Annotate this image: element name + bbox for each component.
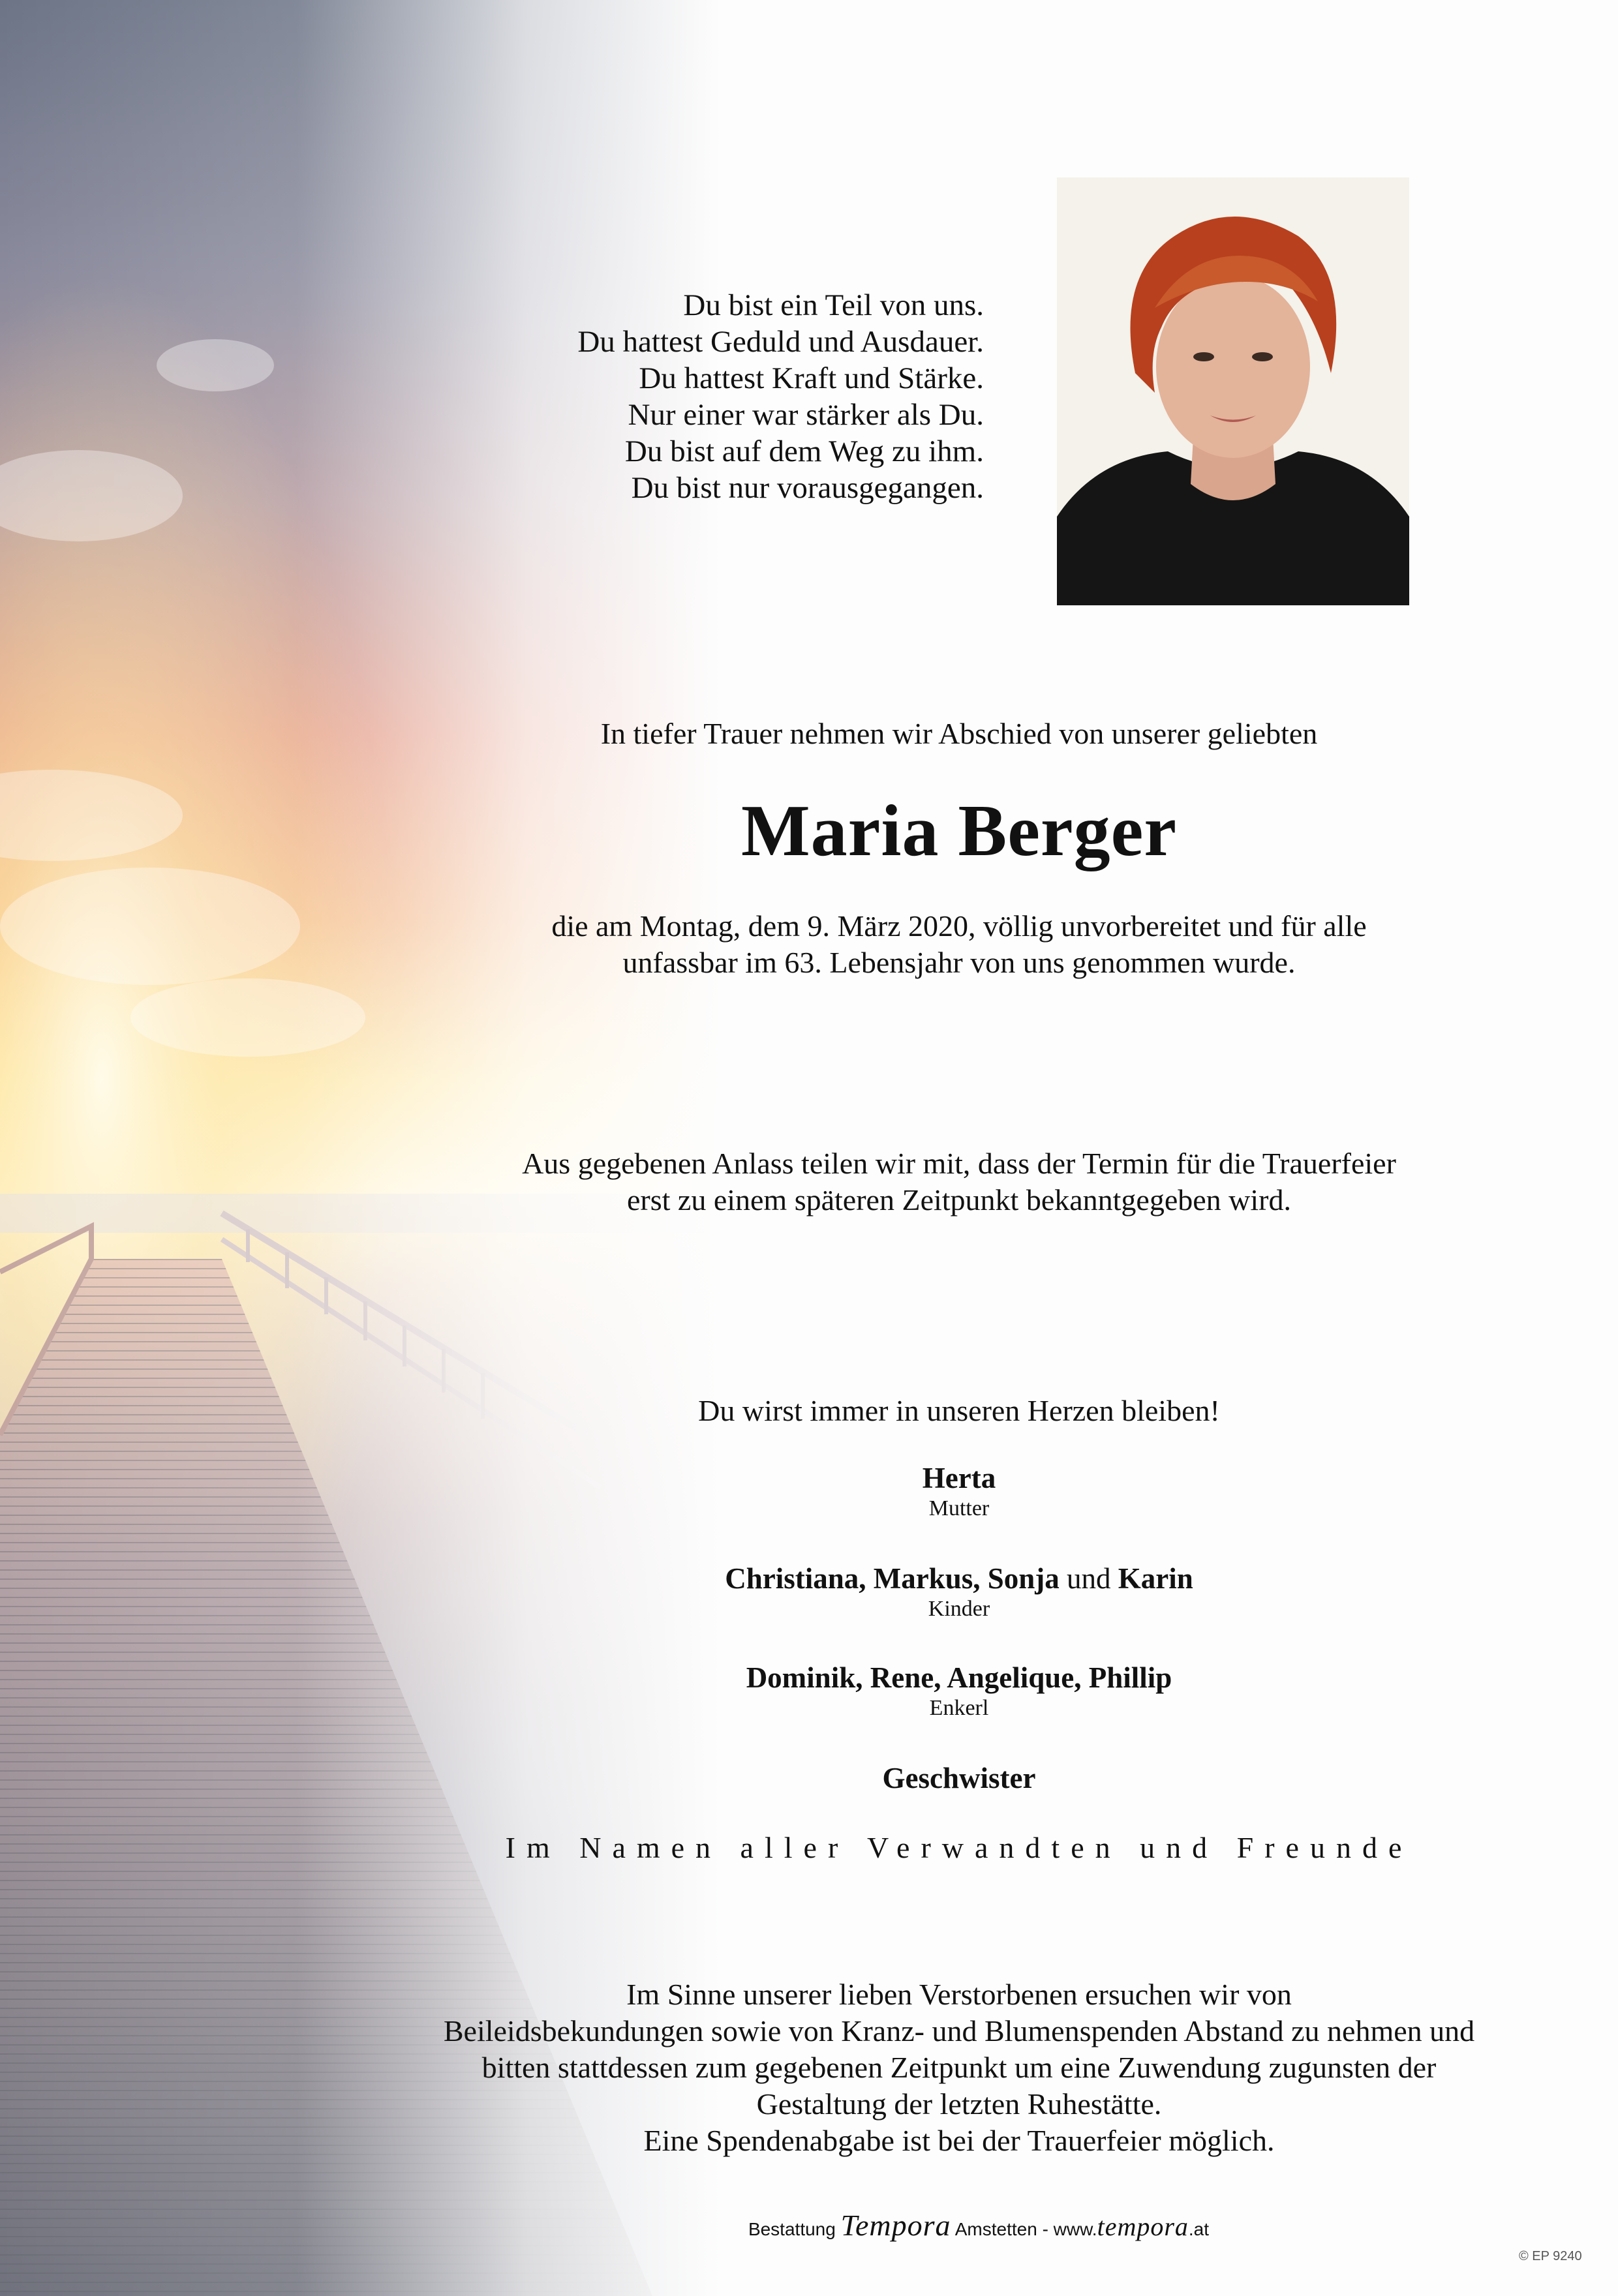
grandchildren-names: Dominik, Rene, Angelique, Phillip	[746, 1661, 1172, 1694]
family-mother	[365, 1461, 1553, 1521]
children-last-name: Karin	[1118, 1562, 1193, 1595]
mother-name: Herta	[922, 1462, 996, 1494]
death-line: unfassbar im 63. Lebensjahr von uns genommen wurde.	[622, 946, 1296, 979]
footer-location: Amstetten - www.	[954, 2219, 1097, 2239]
donation-request	[300, 1976, 1618, 2159]
family-grandchildren	[365, 1661, 1553, 1721]
grandchildren-relation: Enkerl	[929, 1696, 989, 1720]
intro-text: In tiefer Trauer nehmen wir Abschied von unserer geliebten	[600, 717, 1318, 750]
children-connector: und	[1067, 1562, 1111, 1595]
notice-line: Aus gegebenen Anlass teilen wir mit, dass der Termin für die Trauerfeier	[522, 1147, 1396, 1180]
footer-tld: .at	[1188, 2219, 1210, 2239]
funeral-notice	[365, 1145, 1553, 1218]
footer-undertaker	[692, 2208, 1266, 2243]
request-line: Gestaltung der letzten Ruhestätte.	[756, 2087, 1162, 2121]
portrait-photo	[1057, 177, 1409, 605]
children-relation: Kinder	[928, 1597, 990, 1621]
poem-line: Nur einer war stärker als Du.	[628, 398, 984, 432]
family-siblings	[365, 1761, 1553, 1795]
footer-site-logo: tempora	[1097, 2212, 1189, 2241]
request-line: Im Sinne unserer lieben Verstorbenen ersuchen wir von	[626, 1978, 1292, 2011]
children-names-list: Christiana, Markus, Sonja	[725, 1562, 1060, 1595]
request-line: Eine Spendenabgabe ist bei der Trauerfeier möglich.	[643, 2124, 1275, 2157]
poem-line: Du bist auf dem Weg zu ihm.	[624, 434, 984, 468]
death-line: die am Montag, dem 9. März 2020, völlig unvorbereitet und für alle	[551, 909, 1367, 943]
poem-line: Du hattest Geduld und Ausdauer.	[577, 325, 984, 359]
poem-line: Du bist ein Teil von uns.	[683, 288, 984, 322]
family-children	[365, 1562, 1553, 1622]
mother-relation: Mutter	[928, 1496, 990, 1520]
poem	[457, 287, 984, 506]
death-details	[365, 908, 1553, 981]
deceased-name: Maria Berger	[740, 791, 1178, 871]
request-line: bitten stattdessen zum gegebenen Zeitpunkt um eine Zuwendung zugunsten der	[481, 2051, 1437, 2084]
notice-line: erst zu einem späteren Zeitpunkt bekanntgegeben wird.	[626, 1183, 1292, 1216]
hearts-text: Du wirst immer in unseren Herzen bleiben!	[698, 1394, 1220, 1427]
siblings-label: Geschwister	[882, 1762, 1036, 1794]
tempora-logo: Tempora	[840, 2209, 951, 2242]
footer-prefix: Bestattung	[748, 2219, 836, 2239]
print-code: © EP 9240	[1519, 2249, 1582, 2263]
children-names	[365, 1562, 1553, 1595]
request-line: Beileidsbekundungen sowie von Kranz- und Blumenspenden Abstand zu nehmen und	[443, 2014, 1475, 2047]
poem-line: Du hattest Kraft und Stärke.	[639, 361, 984, 395]
closing-line: Im Namen aller Verwandten und Freunde	[505, 1831, 1413, 1864]
poem-line: Du bist nur vorausgegangen.	[631, 471, 984, 505]
